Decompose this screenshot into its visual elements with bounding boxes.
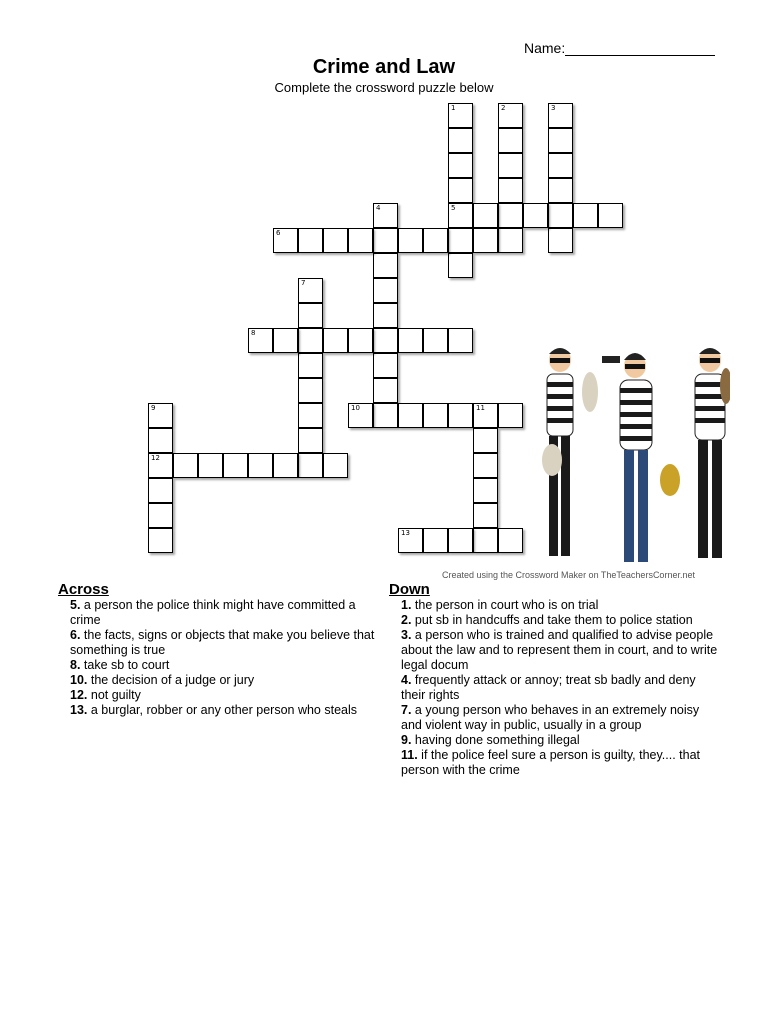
robber-middle: [602, 353, 680, 562]
crossword-cell[interactable]: [373, 253, 398, 278]
clue-text: a burglar, robber or any other person who steals: [90, 703, 358, 717]
down-clue: [389, 748, 719, 778]
clue-number: 2.: [401, 613, 412, 627]
crossword-cell[interactable]: [448, 528, 473, 553]
clue-text: not guilty: [90, 688, 141, 702]
clue-number: 13.: [70, 703, 88, 717]
crossword-cell[interactable]: [273, 228, 298, 253]
clue-text: if the police feel sure a person is guilty, they.... that person with the crime: [401, 748, 701, 777]
crossword-cell[interactable]: [248, 453, 273, 478]
across-clue: [58, 688, 376, 703]
crossword-cell[interactable]: [298, 353, 323, 378]
robber-right: [695, 348, 730, 558]
crossword-cell[interactable]: [448, 253, 473, 278]
down-clue: [389, 613, 719, 628]
clue-number: 5.: [70, 598, 81, 612]
crossword-cell[interactable]: [448, 153, 473, 178]
clue-text: a young person who behaves in an extremely noisy and violent way in public, usually in a group: [401, 703, 700, 732]
down-clue: [389, 733, 719, 748]
clue-text: the facts, signs or objects that make you believe that something is true: [70, 628, 375, 657]
cell-number: 3: [551, 104, 556, 112]
page-title: Crime and Law: [312, 56, 456, 78]
clue-number: 12.: [70, 688, 88, 702]
crossword-cell[interactable]: [148, 528, 173, 553]
crossword-cell[interactable]: [573, 203, 598, 228]
clue-text: put sb in handcuffs and take them to police station: [414, 613, 693, 627]
crossword-cell[interactable]: [173, 453, 198, 478]
across-heading: Across: [58, 581, 109, 598]
crossword-cell[interactable]: [373, 278, 398, 303]
cell-number: 5: [451, 204, 456, 212]
across-clues: [58, 582, 376, 718]
crossword-cell[interactable]: [473, 453, 498, 478]
crossword-cell[interactable]: [473, 528, 498, 553]
robbers-illustration: [540, 340, 730, 572]
down-clue: [389, 703, 719, 733]
crossword-cell[interactable]: [273, 328, 298, 353]
crossword-cell[interactable]: [198, 453, 223, 478]
crossword-cell[interactable]: [473, 203, 498, 228]
crossword-cell[interactable]: [548, 203, 573, 228]
crossword-cell[interactable]: [148, 478, 173, 503]
crossword-cell[interactable]: [448, 203, 473, 228]
crossword-cell[interactable]: [473, 428, 498, 453]
crossword-cell[interactable]: [373, 303, 398, 328]
crossword-cell[interactable]: [423, 528, 448, 553]
crossword-cell[interactable]: [548, 128, 573, 153]
crossword-cell[interactable]: [498, 153, 523, 178]
crossword-cell[interactable]: [373, 203, 398, 228]
cell-number: 6: [276, 229, 281, 237]
crossword-cell[interactable]: [398, 528, 423, 553]
clue-number: 7.: [401, 703, 412, 717]
clue-number: 11.: [401, 748, 418, 762]
crossword-cell[interactable]: [498, 128, 523, 153]
clue-number: 10.: [70, 673, 88, 687]
crossword-cell[interactable]: [348, 403, 373, 428]
crossword-cell[interactable]: [348, 328, 373, 353]
crossword-cell[interactable]: [398, 328, 423, 353]
crossword-cell[interactable]: [398, 403, 423, 428]
clue-text: the decision of a judge or jury: [90, 673, 255, 687]
cell-number: 10: [351, 404, 360, 412]
clue-text: having done something illegal: [414, 733, 580, 747]
crossword-cell[interactable]: [298, 303, 323, 328]
name-blank-line[interactable]: [565, 41, 715, 56]
cell-number: 13: [401, 529, 410, 537]
clue-number: 3.: [401, 628, 412, 642]
clue-text: a person the police think might have committed a crime: [70, 598, 356, 627]
crossword-cell[interactable]: [148, 403, 173, 428]
crossword-cell[interactable]: [448, 228, 473, 253]
cell-number: 9: [151, 404, 156, 412]
down-clues: [389, 582, 719, 778]
robber-left: [542, 348, 598, 556]
down-clue: [389, 598, 719, 613]
cell-number: 1: [451, 104, 456, 112]
crossword-cell[interactable]: [323, 228, 348, 253]
crossword-cell[interactable]: [298, 428, 323, 453]
crossword-cell[interactable]: [323, 328, 348, 353]
name-field[interactable]: [524, 40, 715, 56]
crossword-cell[interactable]: [548, 178, 573, 203]
crossword-cell[interactable]: [398, 228, 423, 253]
crossword-cell[interactable]: [498, 103, 523, 128]
crossword-cell[interactable]: [148, 503, 173, 528]
crossword-cell[interactable]: [298, 453, 323, 478]
down-heading: Down: [389, 581, 430, 598]
crossword-cell[interactable]: [598, 203, 623, 228]
crossword-cell[interactable]: [248, 328, 273, 353]
cell-number: 11: [476, 404, 485, 412]
credit-text: Created using the Crossword Maker on TheTeachersCorner.net: [442, 570, 695, 580]
clue-number: 6.: [70, 628, 81, 642]
crossword-cell[interactable]: [548, 153, 573, 178]
crossword-cell[interactable]: [373, 378, 398, 403]
clue-text: frequently attack or annoy; treat sb badly and deny their rights: [401, 673, 696, 702]
clue-text: take sb to court: [83, 658, 170, 672]
crossword-cell[interactable]: [473, 503, 498, 528]
crossword-cell[interactable]: [423, 228, 448, 253]
across-clue: [58, 673, 376, 688]
clue-text: a person who is trained and qualified to advise people about the law and to represent them in court, and to write legal docum: [401, 628, 718, 672]
cell-number: 8: [251, 329, 256, 337]
crossword-cell[interactable]: [373, 353, 398, 378]
crossword-cell[interactable]: [373, 228, 398, 253]
crossword-cell[interactable]: [473, 478, 498, 503]
across-clue: [58, 628, 376, 658]
cell-number: 7: [301, 279, 306, 287]
cell-number: 12: [151, 454, 160, 462]
crossword-cell[interactable]: [448, 328, 473, 353]
crossword-cell[interactable]: [148, 428, 173, 453]
crossword-cell[interactable]: [473, 228, 498, 253]
crossword-cell[interactable]: [273, 453, 298, 478]
name-label: Name:: [524, 40, 566, 56]
crossword-cell[interactable]: [548, 228, 573, 253]
clue-number: 9.: [401, 733, 412, 747]
crossword-cell[interactable]: [498, 178, 523, 203]
cell-number: 2: [501, 104, 506, 112]
page-subtitle: Complete the crossword puzzle below: [274, 80, 494, 95]
crossword-cell[interactable]: [548, 103, 573, 128]
crossword-cell[interactable]: [523, 203, 548, 228]
crossword-cell[interactable]: [448, 403, 473, 428]
crossword-cell[interactable]: [498, 403, 523, 428]
crossword-cell[interactable]: [348, 228, 373, 253]
crossword-cell[interactable]: [373, 328, 398, 353]
crossword-cell[interactable]: [323, 453, 348, 478]
crossword-cell[interactable]: [298, 378, 323, 403]
clue-number: 1.: [401, 598, 412, 612]
crossword-cell[interactable]: [448, 178, 473, 203]
crossword-cell[interactable]: [423, 328, 448, 353]
crossword-cell[interactable]: [298, 403, 323, 428]
clue-number: 4.: [401, 673, 412, 687]
across-clue: [58, 598, 376, 628]
cell-number: 4: [376, 204, 381, 212]
crossword-cell[interactable]: [423, 403, 448, 428]
crossword-cell[interactable]: [373, 403, 398, 428]
crossword-cell[interactable]: [448, 128, 473, 153]
crossword-cell[interactable]: [298, 328, 323, 353]
across-clue: [58, 658, 376, 673]
crossword-cell[interactable]: [448, 103, 473, 128]
clue-text: the person in court who is on trial: [414, 598, 599, 612]
clue-number: 8.: [70, 658, 81, 672]
crossword-cell[interactable]: [298, 278, 323, 303]
down-clue: [389, 673, 719, 703]
crossword-cell[interactable]: [223, 453, 248, 478]
crossword-cell[interactable]: [298, 228, 323, 253]
across-clue: [58, 703, 376, 718]
crossword-cell[interactable]: [498, 228, 523, 253]
crossword-cell[interactable]: [148, 453, 173, 478]
crossword-cell[interactable]: [498, 203, 523, 228]
crossword-cell[interactable]: [498, 528, 523, 553]
crossword-cell[interactable]: [473, 403, 498, 428]
down-clue: [389, 628, 719, 673]
